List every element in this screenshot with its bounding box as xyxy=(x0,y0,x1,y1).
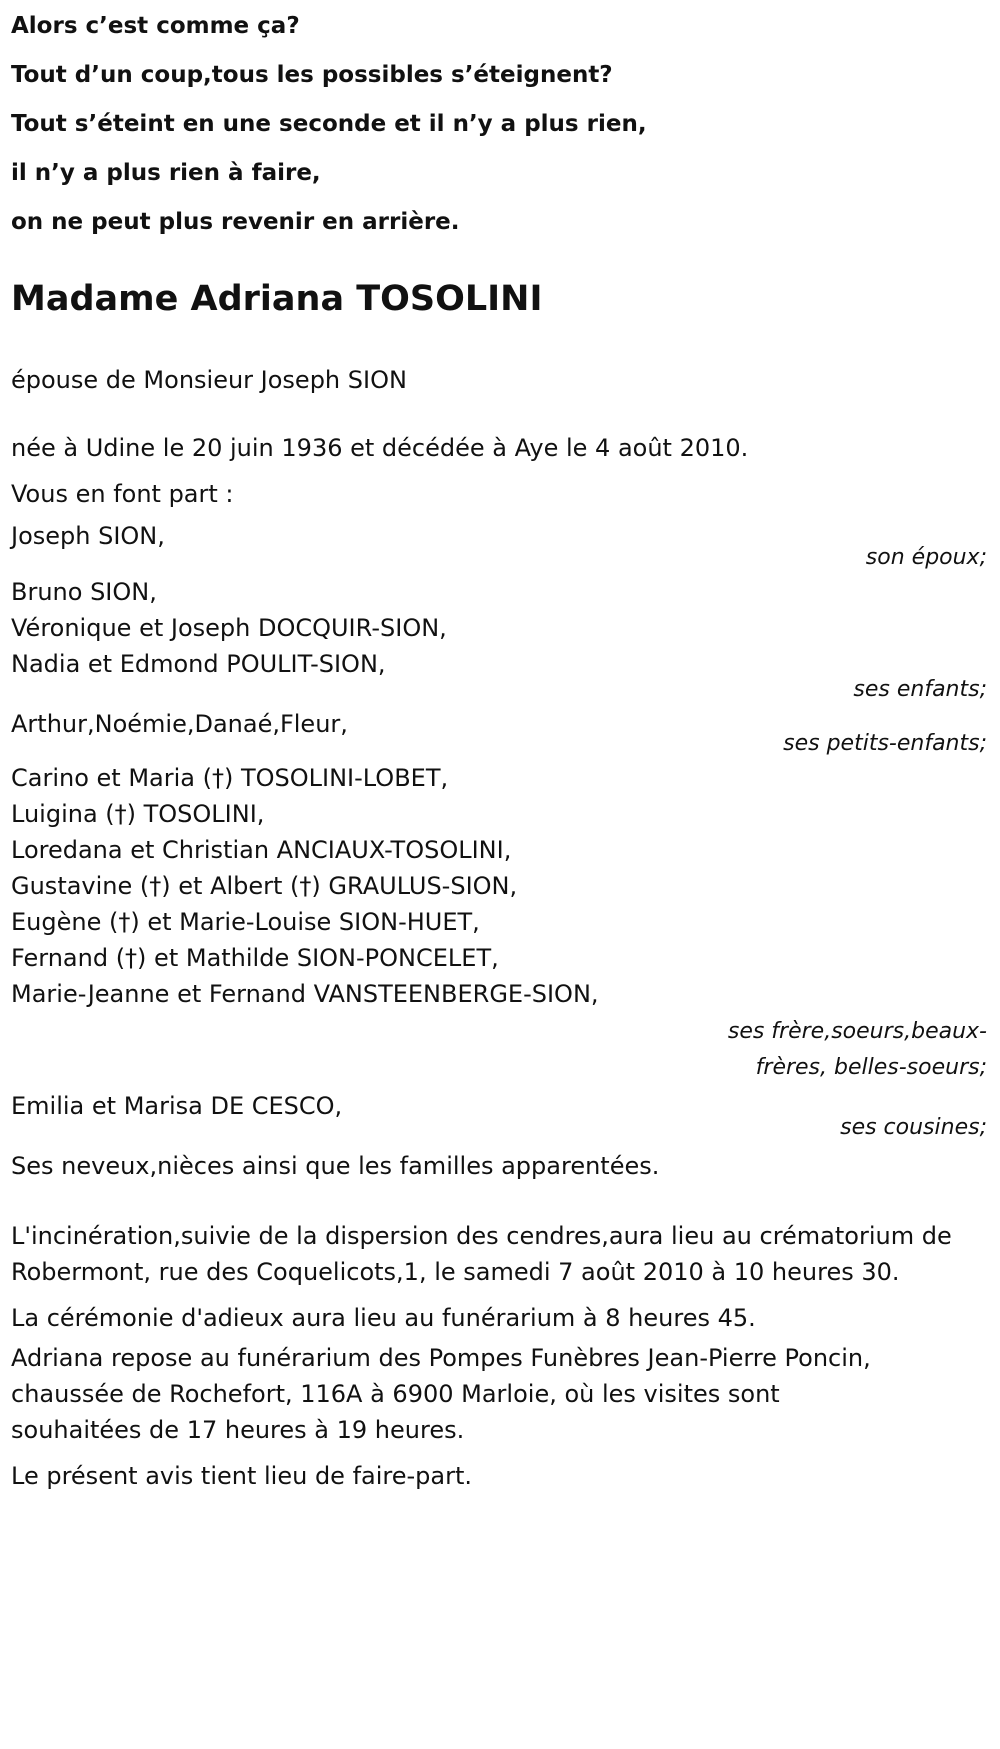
poem-line: Alors c’est comme ça? xyxy=(11,13,300,39)
family-name: Fernand (†) et Mathilde SION-PONCELET, xyxy=(11,944,499,972)
poem-line: Tout d’un coup,tous les possibles s’éteignent? xyxy=(11,62,613,88)
birth-death-line: née à Udine le 20 juin 1936 et décédée à Aye le 4 août 2010. xyxy=(11,434,749,462)
poem xyxy=(11,0,989,247)
family-name: Bruno SION, xyxy=(11,578,157,606)
notice-line: Le présent avis tient lieu de faire-part. xyxy=(11,1462,473,1490)
family-group-children xyxy=(11,574,989,710)
spouse-line: épouse de Monsieur Joseph SION xyxy=(11,366,407,394)
family-role: ses petits-enfants; xyxy=(783,731,987,756)
poem-line: il n’y a plus rien à faire, xyxy=(11,160,321,186)
family-name: Nadia et Edmond POULIT-SION, xyxy=(11,650,386,678)
rest-line: Adriana repose au funérarium des Pompes Funèbres Jean-Pierre Poncin, xyxy=(11,1344,871,1372)
relatives-line: Ses neveux,nièces ainsi que les familles apparentées. xyxy=(11,1152,660,1180)
family-role: ses enfants; xyxy=(853,677,987,702)
obituary-content xyxy=(11,0,989,1496)
rest-line: souhaitées de 17 heures à 19 heures. xyxy=(11,1416,465,1444)
family-role: ses cousines; xyxy=(840,1115,987,1140)
family-name: Carino et Maria (†) TOSOLINI-LOBET, xyxy=(11,764,449,792)
family-role: ses frère,soeurs,beaux-frères, belles-soeurs; xyxy=(727,1019,987,1080)
poem-line: Tout s’éteint en une seconde et il n’y a plus rien, xyxy=(11,111,647,137)
family-role: son époux; xyxy=(865,545,987,570)
rest-paragraph xyxy=(11,1340,989,1448)
farewell-line: La cérémonie d'adieux aura lieu au funérarium à 8 heures 45. xyxy=(11,1304,756,1332)
announce-line: Vous en font part : xyxy=(11,480,234,508)
family-name: Eugène (†) et Marie-Louise SION-HUET, xyxy=(11,908,480,936)
family-name: Marie-Jeanne et Fernand VANSTEENBERGE-SION, xyxy=(11,980,599,1008)
family-name: Emilia et Marisa DE CESCO, xyxy=(11,1092,343,1120)
family-name: Véronique et Joseph DOCQUIR-SION, xyxy=(11,614,447,642)
family-name: Arthur,Noémie,Danaé,Fleur, xyxy=(11,710,348,738)
family-group-cousins xyxy=(11,1086,989,1148)
family-name: Loredana et Christian ANCIAUX-TOSOLINI, xyxy=(11,836,512,864)
family-group-spouse xyxy=(11,516,989,578)
family-name: Gustavine (†) et Albert (†) GRAULUS-SION, xyxy=(11,872,518,900)
family-name: Luigina (†) TOSOLINI, xyxy=(11,800,265,828)
ceremony-paragraph: L'incinération,suivie de la dispersion des cendres,aura lieu au crématorium de Robermont, rue des Coquelicots,1, le samedi 7 août 2010 à 10 heures 30. xyxy=(11,1222,952,1286)
poem-line: on ne peut plus revenir en arrière. xyxy=(11,209,460,235)
family-group-grandchildren xyxy=(11,704,989,764)
rest-line: chaussée de Rochefort, 116A à 6900 Marloie, où les visites sont xyxy=(11,1380,780,1408)
family-group-siblings xyxy=(11,760,989,1086)
deceased-name: Madame Adriana TOSOLINI xyxy=(11,279,543,319)
family-name: Joseph SION, xyxy=(11,522,165,550)
